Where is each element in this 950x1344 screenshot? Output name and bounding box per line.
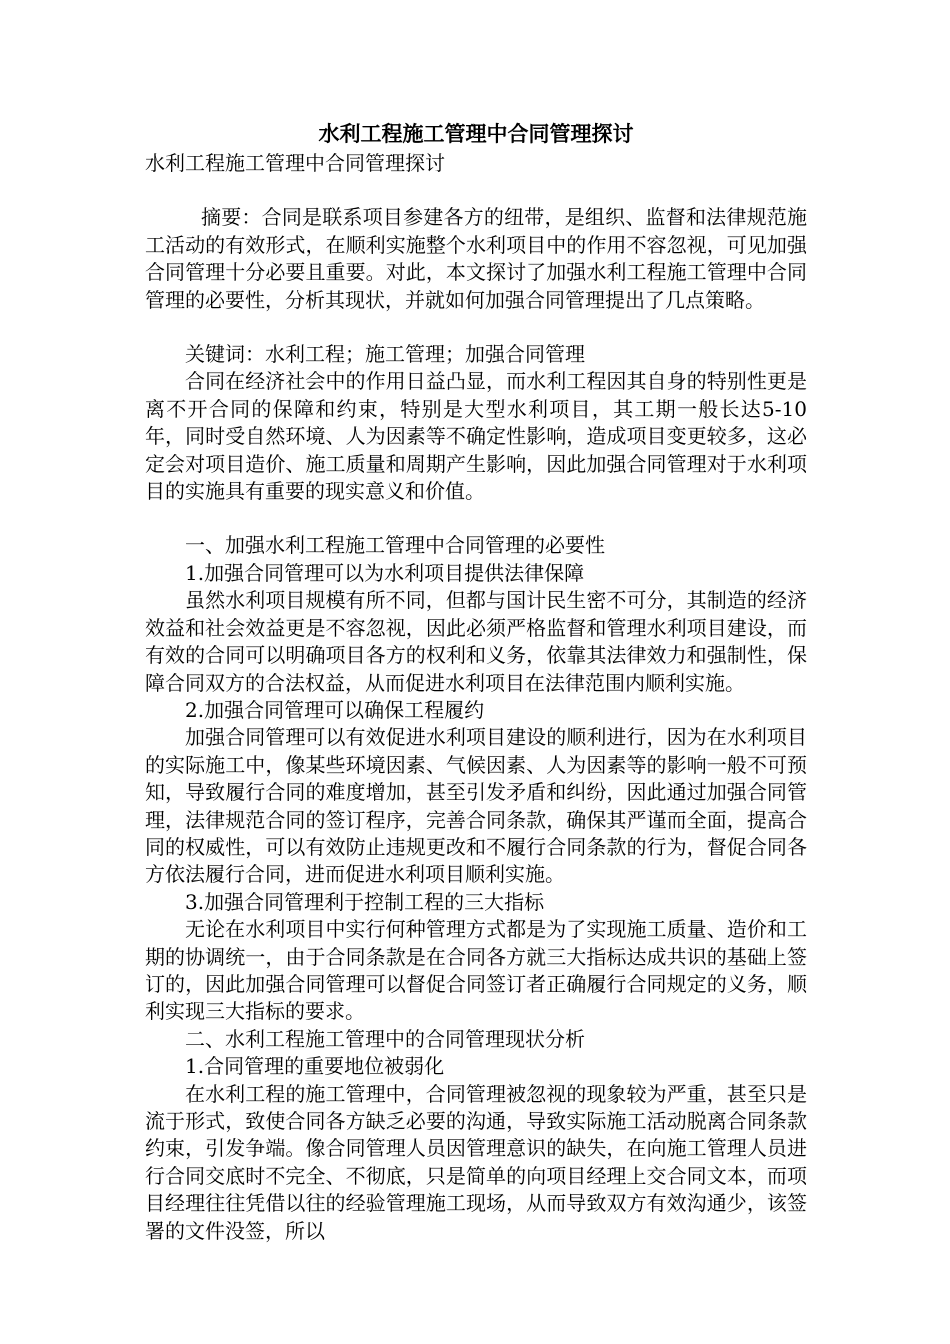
subsection-heading: 3.加强合同管理利于控制工程的三大指标 (185, 889, 545, 914)
subsection-heading: 1.加强合同管理可以为水利项目提供法律保障 (185, 560, 585, 585)
body-paragraph: 无论在水利项目中实行何种管理方式都是为了实现施工质量、造价和工期的协调统一，由于合同条款是在合同各方就三大指标达成共识的基础上签订的，因此加强合同管理可以督促合同签订者正确履行合同规定的义务，顺利实现三大指标的要求。 (145, 917, 807, 1024)
spacer (145, 505, 807, 532)
document-subtitle: 水利工程施工管理中合同管理探讨 (145, 151, 445, 175)
spacer (145, 314, 807, 341)
body-paragraph: 虽然水利项目规模有所不同，但都与国计民生密不可分，其制造的经济效益和社会效益更是不容忽视，因此必须严格监督和管理水利项目建设，而有效的合同可以明确项目各方的权利和义务，依靠其法律效力和强制性，保障合同双方的合法权益，从而促进水利项目在法律范围内顺利实施。 (145, 588, 807, 695)
keywords-line: 关键词：水利工程；施工管理；加强合同管理 (185, 342, 585, 367)
document-content (145, 118, 807, 1245)
intro-paragraph: 合同在经济社会中的作用日益凸显，而水利工程因其自身的特别性更是离不开合同的保障和约束，特别是大型水利项目，其工期一般长达5-10年，同时受自然环境、人为因素等不确定性影响，造成项目变更较多，这必定会对项目造价、施工质量和周期产生影响，因此加强合同管理对于水利项目的实施具有重要的现实意义和价值。 (145, 369, 807, 504)
section-heading: 一、加强水利工程施工管理中合同管理的必要性 (185, 533, 605, 558)
body-paragraph: 加强合同管理可以有效促进水利项目建设的顺利进行，因为在水利项目的实际施工中，像某些环境因素、气候因素、人为因素等的影响一般不可预知，导致履行合同的难度增加，甚至引发矛盾和纠纷，因此通过加强合同管理，法律规范合同的签订程序，完善合同条款，确保其严谨而全面，提高合同的权威性，可以有效防止违规更改和不履行合同条款的行为，督促合同各方依法履行合同，进而促进水利项目顺利实施。 (145, 725, 807, 887)
abstract-paragraph: 摘要：合同是联系项目参建各方的纽带，是组织、监督和法律规范施工活动的有效形式，在顺利实施整个水利项目中的作用不容忽视，可见加强合同管理十分必要且重要。对此，本文探讨了加强水利工程施工管理中合同管理的必要性，分析其现状，并就如何加强合同管理提出了几点策略。 (145, 205, 807, 312)
section-heading: 二、水利工程施工管理中的合同管理现状分析 (185, 1026, 585, 1051)
body-paragraph: 在水利工程的施工管理中，合同管理被忽视的现象较为严重，甚至只是流于形式，致使合同各方缺乏必要的沟通，导致实际施工活动脱离合同条款约束，引发争端。像合同管理人员因管理意识的缺失，在向施工管理人员进行合同交底时不完全、不彻底，只是简单的向项目经理上交合同文本，而项目经理往往凭借以往的经验管理施工现场，从而导致双方有效沟通少，该签署的文件没签，所以 (145, 1081, 807, 1243)
subsection-heading: 2.加强合同管理可以确保工程履约 (185, 697, 485, 722)
spacer (145, 177, 807, 204)
subsection-heading: 1.合同管理的重要地位被弱化 (185, 1054, 445, 1079)
document-title: 水利工程施工管理中合同管理探讨 (318, 122, 634, 146)
